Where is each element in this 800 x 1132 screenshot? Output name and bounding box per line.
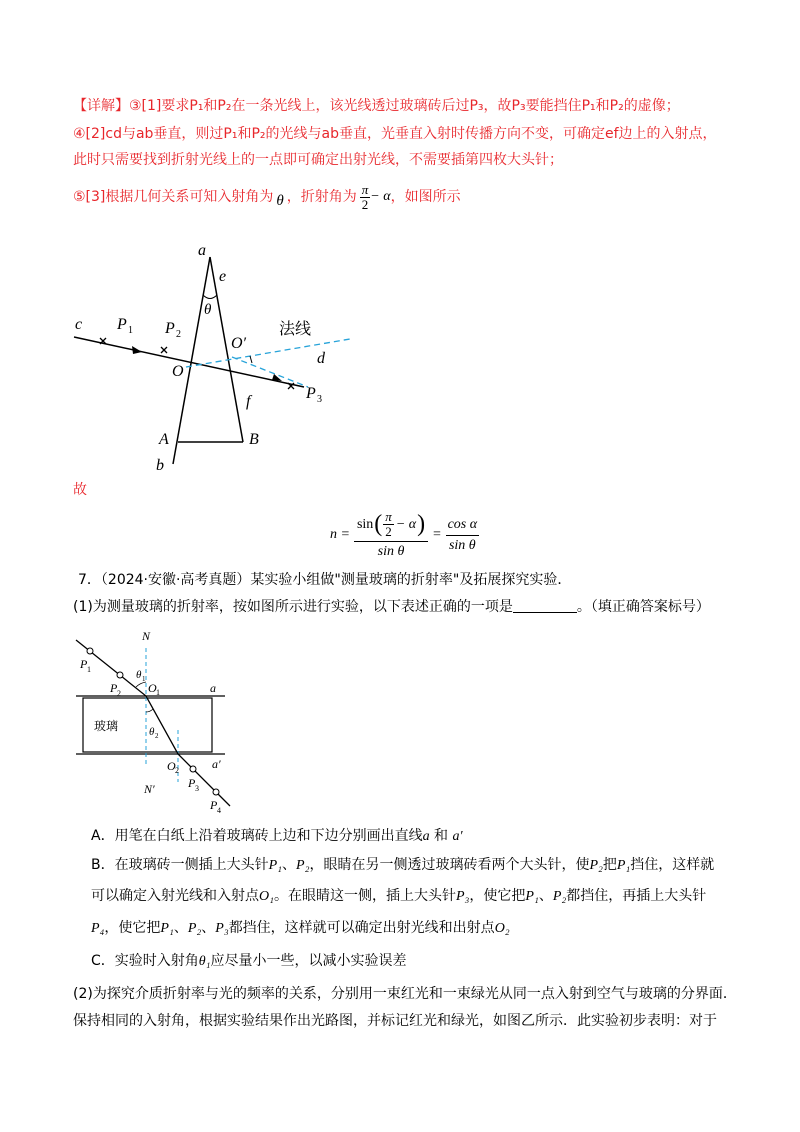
option-b-text-5: 可以确定入射光线和入射点 [91, 888, 259, 904]
label-N-prime: N′ [144, 782, 155, 796]
point-o1: O₁ [259, 889, 274, 904]
label-normal: 法线 [279, 319, 312, 338]
label-o2-sub: 2 [175, 766, 179, 775]
label-f: f [246, 393, 251, 410]
label-p2: P [110, 681, 118, 695]
pin-p4: P₄ [91, 921, 105, 936]
separator: 、 [201, 920, 216, 936]
pi-symbol: π [361, 181, 369, 197]
separator: 、 [282, 857, 297, 873]
separator: 、 [173, 920, 188, 936]
label-theta: θ [204, 302, 212, 318]
explain-line-2: ④[2]cd与ab垂直，则过P₁和P₂的光线与ab垂直，光垂直入射时传播方向不变，可确定ef边上的入射点， [73, 126, 717, 142]
point-o2: O₂ [494, 921, 510, 936]
option-a-symbol-a-prime: a′ [452, 829, 463, 844]
label-N: N [142, 629, 151, 643]
question-7-title: 7．（2024·安徽·高考真题）某实验小组做"测量玻璃的折射率"及拓展探究实验． [78, 572, 572, 588]
label-b: b [156, 457, 164, 472]
option-b-text-6: 。在眼睛这一侧，插上大头针 [273, 888, 456, 904]
option-a-and: 和 [429, 828, 453, 844]
incidence-angle-symbol: θ [276, 193, 284, 209]
label-p1: P [117, 316, 127, 333]
option-b-text-8: 都挡住，再插上大头针 [566, 888, 707, 904]
label-theta1-sub: 1 [142, 675, 146, 683]
label-p4-sub: 4 [217, 806, 221, 815]
pin-p2: P₂ [589, 858, 603, 873]
option-a-text: A．用笔在白纸上沿着玻璃砖上边和下边分别画出直线 [91, 828, 423, 844]
formula-sin: sin [356, 516, 374, 532]
label-p3: P [306, 385, 316, 402]
formula-pi-over-two [383, 510, 394, 539]
label-o: O [172, 363, 184, 380]
option-b-line-3[interactable] [91, 918, 510, 939]
formula-two: 2 [385, 524, 392, 539]
label-c: c [75, 316, 83, 333]
pin-p2: P₂ [552, 889, 567, 904]
label-B: B [249, 431, 259, 448]
option-b-text-3: 把 [602, 857, 617, 873]
label-theta2: θ [149, 726, 155, 738]
explain-line-3: 此时只需要找到折射光线上的一点即可确定出射光线，不需要插第四枚大头针； [73, 152, 563, 168]
right-angle-mark [250, 356, 252, 363]
formula-denominator-1: sin θ [377, 544, 405, 559]
label-a: a [198, 242, 206, 259]
label-p4: P [210, 798, 218, 812]
minus-alpha: − α [370, 189, 391, 204]
answer-blank[interactable] [513, 598, 577, 613]
label-o1-sub: 1 [156, 688, 160, 697]
pi-over-two-fraction [360, 183, 371, 212]
pin-p3: P₃ [215, 921, 229, 936]
formula-minus-alpha: − α [395, 516, 417, 532]
theta2-arc [146, 709, 153, 712]
refracted-ray [232, 357, 308, 387]
explain-line-4-prefix: ⑤[3]根据几何关系可知入射角为 [73, 189, 274, 205]
option-c-text-1: C．实验时入射角 [91, 953, 199, 969]
pin-p3: P₃ [455, 889, 470, 904]
label-o1: O [148, 681, 157, 695]
formula-fraction-1 [354, 510, 428, 560]
q1-prefix: (1)为测量玻璃的折射率，按如图所示进行实验，以下表述正确的一项是 [73, 599, 513, 615]
label-glass: 玻璃 [94, 719, 119, 733]
option-b-text-4: 挡住，这样就 [630, 857, 715, 873]
angle-theta1: θ₁ [198, 954, 211, 969]
explain-line-1: 【详解】③[1]要求P₁和P₂在一条光线上，该光线透过玻璃砖后过P₃，故P₃要能挡住P₁和P₂的虚像； [73, 98, 680, 114]
q1-suffix: 。（填正确答案标号） [576, 599, 710, 615]
label-p3: P [188, 776, 196, 790]
formula-numerator-1: sin ( $\frac{\pi}{2}$ − α ) [354, 510, 428, 542]
formula-numerator-2: cos α [446, 517, 480, 536]
label-o-prime: O′ [231, 335, 247, 352]
formula-equals: = [432, 527, 442, 542]
pin-p1: P₁ [160, 921, 174, 936]
formula-pi: π [385, 509, 392, 524]
pin-p1: P₁ [525, 889, 539, 904]
normal-line [186, 339, 350, 367]
label-o2: O [167, 759, 176, 773]
label-theta2-sub: 2 [155, 732, 159, 740]
glass-block-diagram [60, 620, 260, 820]
two-symbol: 2 [361, 196, 369, 212]
option-b-line-2[interactable] [91, 886, 706, 907]
option-a-symbol-a: a [422, 829, 430, 844]
option-b-text-7: ，使它把 [469, 888, 526, 904]
label-e: e [219, 268, 227, 285]
ray-arrow [132, 346, 142, 354]
explain-line-4-suffix: ，如图所示 [390, 189, 461, 205]
option-b-text-9: ，使它把 [104, 920, 161, 936]
formula-fraction-2 [446, 517, 480, 554]
question-7-part-1 [73, 597, 710, 617]
label-d: d [317, 350, 325, 367]
label-p3-sub: 3 [195, 784, 199, 793]
label-p3-sub: 3 [317, 394, 322, 405]
prism-side-ab [173, 257, 210, 464]
label-A: A [159, 431, 169, 448]
option-b-line-1[interactable] [91, 855, 714, 876]
option-c[interactable] [91, 951, 407, 972]
label-p2: P [165, 320, 175, 337]
option-b-text-2: ，眼睛在另一侧透过玻璃砖看两个大头针，使 [309, 857, 590, 873]
label-theta1: θ [136, 669, 142, 681]
option-c-text-2: 应尽量小一些，以减小实验误差 [210, 953, 407, 969]
option-b-text-1: B．在玻璃砖一侧插上大头针 [91, 857, 269, 873]
pin-p2: P₂ [296, 858, 310, 873]
refractive-index-formula [330, 505, 479, 565]
question-7-part-2-line-1: (2)为探究介质折射率与光的频率的关系，分别用一束红光和一束绿光从同一点入射到空气与玻璃的分界面． [73, 986, 737, 1002]
label-a: a [210, 681, 216, 695]
question-7-part-2-line-2: 保持相同的入射角，根据实验结果作出光路图，并标记红光和绿光，如图乙所示．此实验初步表明：对于 [73, 1013, 717, 1029]
label-p1-sub: 1 [87, 665, 91, 674]
therefore-label: 故 [73, 482, 87, 498]
label-a-prime: a′ [212, 757, 221, 771]
label-p1: P [80, 657, 88, 671]
pin-p1: P₁ [268, 858, 283, 873]
option-a[interactable] [91, 826, 463, 847]
pin-p1: P₁ [616, 858, 631, 873]
theta-arc [203, 295, 217, 299]
formula-n: n = [330, 527, 350, 542]
option-b-text-10: 都挡住，这样就可以确定出射光线和出射点 [228, 920, 495, 936]
refracted-arrow [272, 374, 282, 381]
incident-ray [74, 337, 304, 387]
explain-line-4 [73, 180, 461, 214]
label-p2-sub: 2 [176, 329, 181, 340]
prism-refraction-diagram [60, 232, 360, 472]
pin-p2: P₂ [187, 921, 202, 936]
separator: 、 [538, 888, 553, 904]
formula-denominator-2: sin θ [448, 537, 476, 553]
label-p2-sub: 2 [117, 689, 121, 698]
explain-line-4-mid: ，折射角为 [286, 189, 357, 205]
label-p1-sub: 1 [128, 325, 133, 336]
